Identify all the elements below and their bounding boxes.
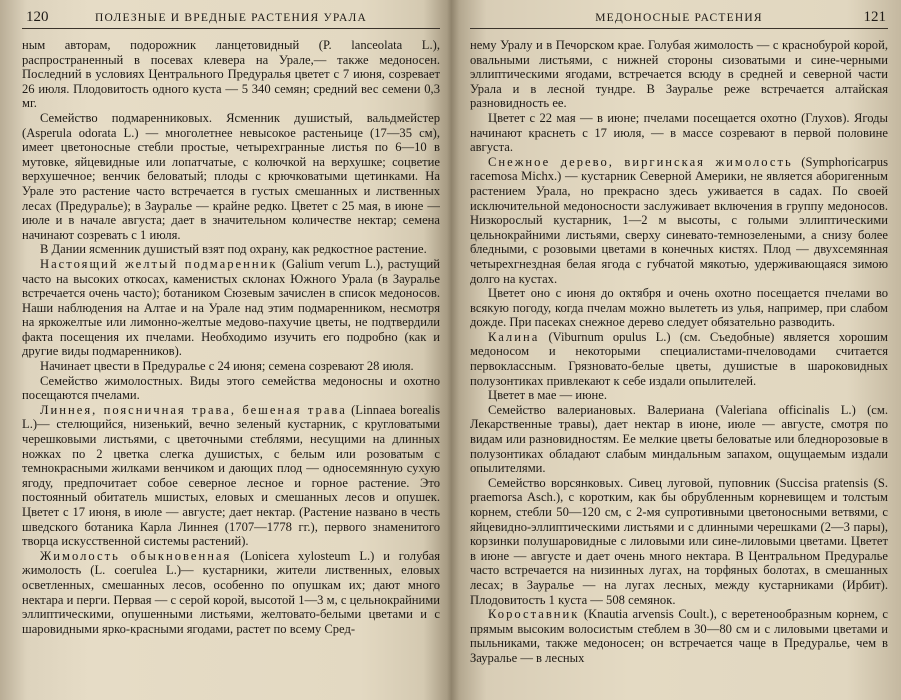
paragraph: Цветет в мае — июне.	[488, 388, 607, 403]
paragraph: В Дании ясменник душистый взят под охрану, как редкостное растение.	[40, 242, 427, 257]
paragraph: Линнея, поясничная трава, бешеная трава (Linnaea borealis L.)— стелющийся, низенький, вечно зеленый кустарник, с кругловатыми черешковыми листьями, с цветочными стеблями, несущими на длинных ножках по 2 цветка слегка душистых, с белым или розоватым с темнокрасными жилками венчиком и дающих плод — односемянную сухую ягоду, предпочитает собое северное лесное и горное растение. Это постоянный обитатель мшистых, еловых и смешанных лесов и опушек. Цветет с 17 июня, в июле — августе; дает нектар. (Растение названо в честь шведского ботаника Карла Линнея (1707—1778 гг.), первого знаменитого творца искусственной системы растений).	[22, 402, 440, 549]
paragraph: Цветет оно с июня до октября и очень охотно посещается пчелами во всякую погоду, когда пчелам можно вылететь из улья, например, при слабом дожде. При пасеках снежное дерево следует обязательно разводить.	[470, 286, 888, 330]
paragraph: Снежное дерево, виргинская жимолость (Symphoricarpus racemosa Michx.) — кустарник Северной Америки, не является аборигенным растением Урала, но прекрасно здесь уживается в садах. По своей исключительной медоносности заслуживает включения в группу медоносов. Низкорослый кустарник, 1—2 м высоты, с голыми эллиптическими цельнокрайними листьями, сверху синевато-темнозелеными, а снизу более бледными, с розовыми цветами в конечных кистях. Плод — двухсемянная четырехгнездная белая ягода с губчатой мякотью, удерживающаяся зимою долго на кустах.	[470, 154, 888, 286]
paragraph: Цветет с 22 мая — в июне; пчелами посещается охотно (Глухов). Ягоды начинают краснеть с 17 июля, — в массе созревают в первой половине августа.	[470, 110, 888, 155]
paragraph: Калина (Viburnum opulus L.) (см. Съедобные) является хорошим медоносом и некоторыми специалистами-пчеловодами считается первоклассным. Грязновато-белые цветы, душистые в шароковидных полузонтиках привлекают к себе издали опылителей.	[470, 329, 888, 388]
right-page-body	[470, 29, 888, 666]
left-page-body	[22, 29, 440, 636]
paragraph: нему Уралу и в Печорском крае. Голубая жимолость — с краснобурой корой, овальными листьями, с нижней стороны сизоватыми и сине-черными эллиптическими ягодами, встречается всюду в средней и северной части Урала и в лесной тундре. В Зауралье реже встречается алтайская разновидность ее.	[470, 38, 888, 111]
right-page	[470, 6, 888, 696]
right-running-title: МЕДОНОСНЫЕ РАСТЕНИЯ	[595, 12, 763, 24]
paragraph: ным авторам, подорожник ланцетовидный (P. lanceolata L.), распространенный в посевах клевера на Урале,— также медоносен. Последний в условиях Центрального Предуралья цветет с 7 июня, созревает 26 июля. Плодовитость одного куста — 5 340 семян; средний вес семени 0,3 мг.	[22, 38, 440, 111]
left-page	[22, 6, 440, 696]
paragraph: Начинает цвести в Предуралье с 24 июня; семена созревают 28 июля.	[40, 359, 414, 374]
paragraph: Семейство подмаренниковых. Ясменник душистый, вальдмейстер (Asperula odorata L.) — многолетнее невысокое растеньице (17—35 см), имеет цветоносные стебли простые, четырехгранные листья по 6—10 в мутовке, яйцевидные или лопатчатые, с колючкой на верхушке; соцветие верхушечное; венчик беловатый; плоды с крючковатыми щетинками. На Урале это растение часто встречается в густых смешанных и лиственных лесах (Предуралье); в Зауралье — крайне редко. Цветет с 25 мая, в июне — июле и в начале августа; дает в значительном количестве нектар; семена начинают созревать с 1 июля.	[22, 110, 440, 242]
paragraph: Семейство ворсянковых. Сивец луговой, пуповник (Succisa pratensis (S. praemorsa Asch.), с коротким, как бы обрубленным корневищем и толстым корнем, стебли 50—120 см, с 2-мя супротивными цветоносными ветвями, с яйцевидно-эллиптическими листьями и с длинными черешками (2—3 пары), корзинки полушаровидные с лиловыми или сине-лиловыми цветами. Цветет в июне — августе и дает очень много нектара. В Центральном Предуралье часто встречается на низинных лугах, на торфяных болотах, в смешанных лесах; в Зауралье — на лугах лесных, между кустарниками (Ирбит). Плодовитость 1 куста — 508 семянок.	[470, 475, 888, 607]
right-running-head	[470, 6, 888, 29]
left-running-title: ПОЛЕЗНЫЕ И ВРЕДНЫЕ РАСТЕНИЯ УРАЛА	[95, 12, 367, 24]
paragraph: Настоящий желтый подмаренник (Galium verum L.), растущий часто на высоких откосах, каменистых склонах Южного Урала (в Зауралье встречается очень часто); ботаником Сюзевым зачислен в список медоносов. Наши наблюдения на Алтае и на Урале над этим подмаренником, несмотря на яркожелтые или лимонно-желтые медово-пахучие цветы, не подтвердили факта посещения их пчелами. Необходимо изучить его подробно (как и другие виды подмаренников).	[22, 256, 440, 359]
left-running-head	[22, 6, 440, 29]
left-page-number: 120	[26, 9, 49, 25]
paragraph: Короставник (Knautia arvensis Coult.), с веретенообразным корнем, с прямым высоким волосистым стеблем в 30—80 см и с лиловыми цветами и пыльниками, также медоносен; он встречается чаще в Предуралье, чем в Зауралье — в лесных	[470, 607, 888, 665]
paragraph: Жимолость обыкновенная (Lonicera xylosteum L.) и голубая жимолость (L. coerulea L.)— кустарники, жители лиственных, еловых осветленных, смешанных лесов, особенно по опушкам их; дают много нектара и перги. Первая — с серой корой, высотой 1—3 м, с цельнокрайними эллиптическими, опушенными листьями, желтовато-белыми цветами и с шаровидными ярко-красными ягодами, растет по всему Сред-	[22, 548, 440, 636]
paragraph: Семейство валериановых. Валериана (Valeriana officinalis L.) (см. Лекарственные травы), дает нектар в июне, июле — августе, смотря по видам или разновидностям. Ее мелкие цветы беловатые или бледнорозовые в полузонтиках обладают слабым миндальным запахом, ощущаемым издали опылителями.	[470, 402, 888, 476]
paragraph: Семейство жимолостных. Виды этого семейства медоносны и охотно посещаются пчелами.	[22, 373, 440, 403]
right-page-number: 121	[863, 9, 886, 25]
